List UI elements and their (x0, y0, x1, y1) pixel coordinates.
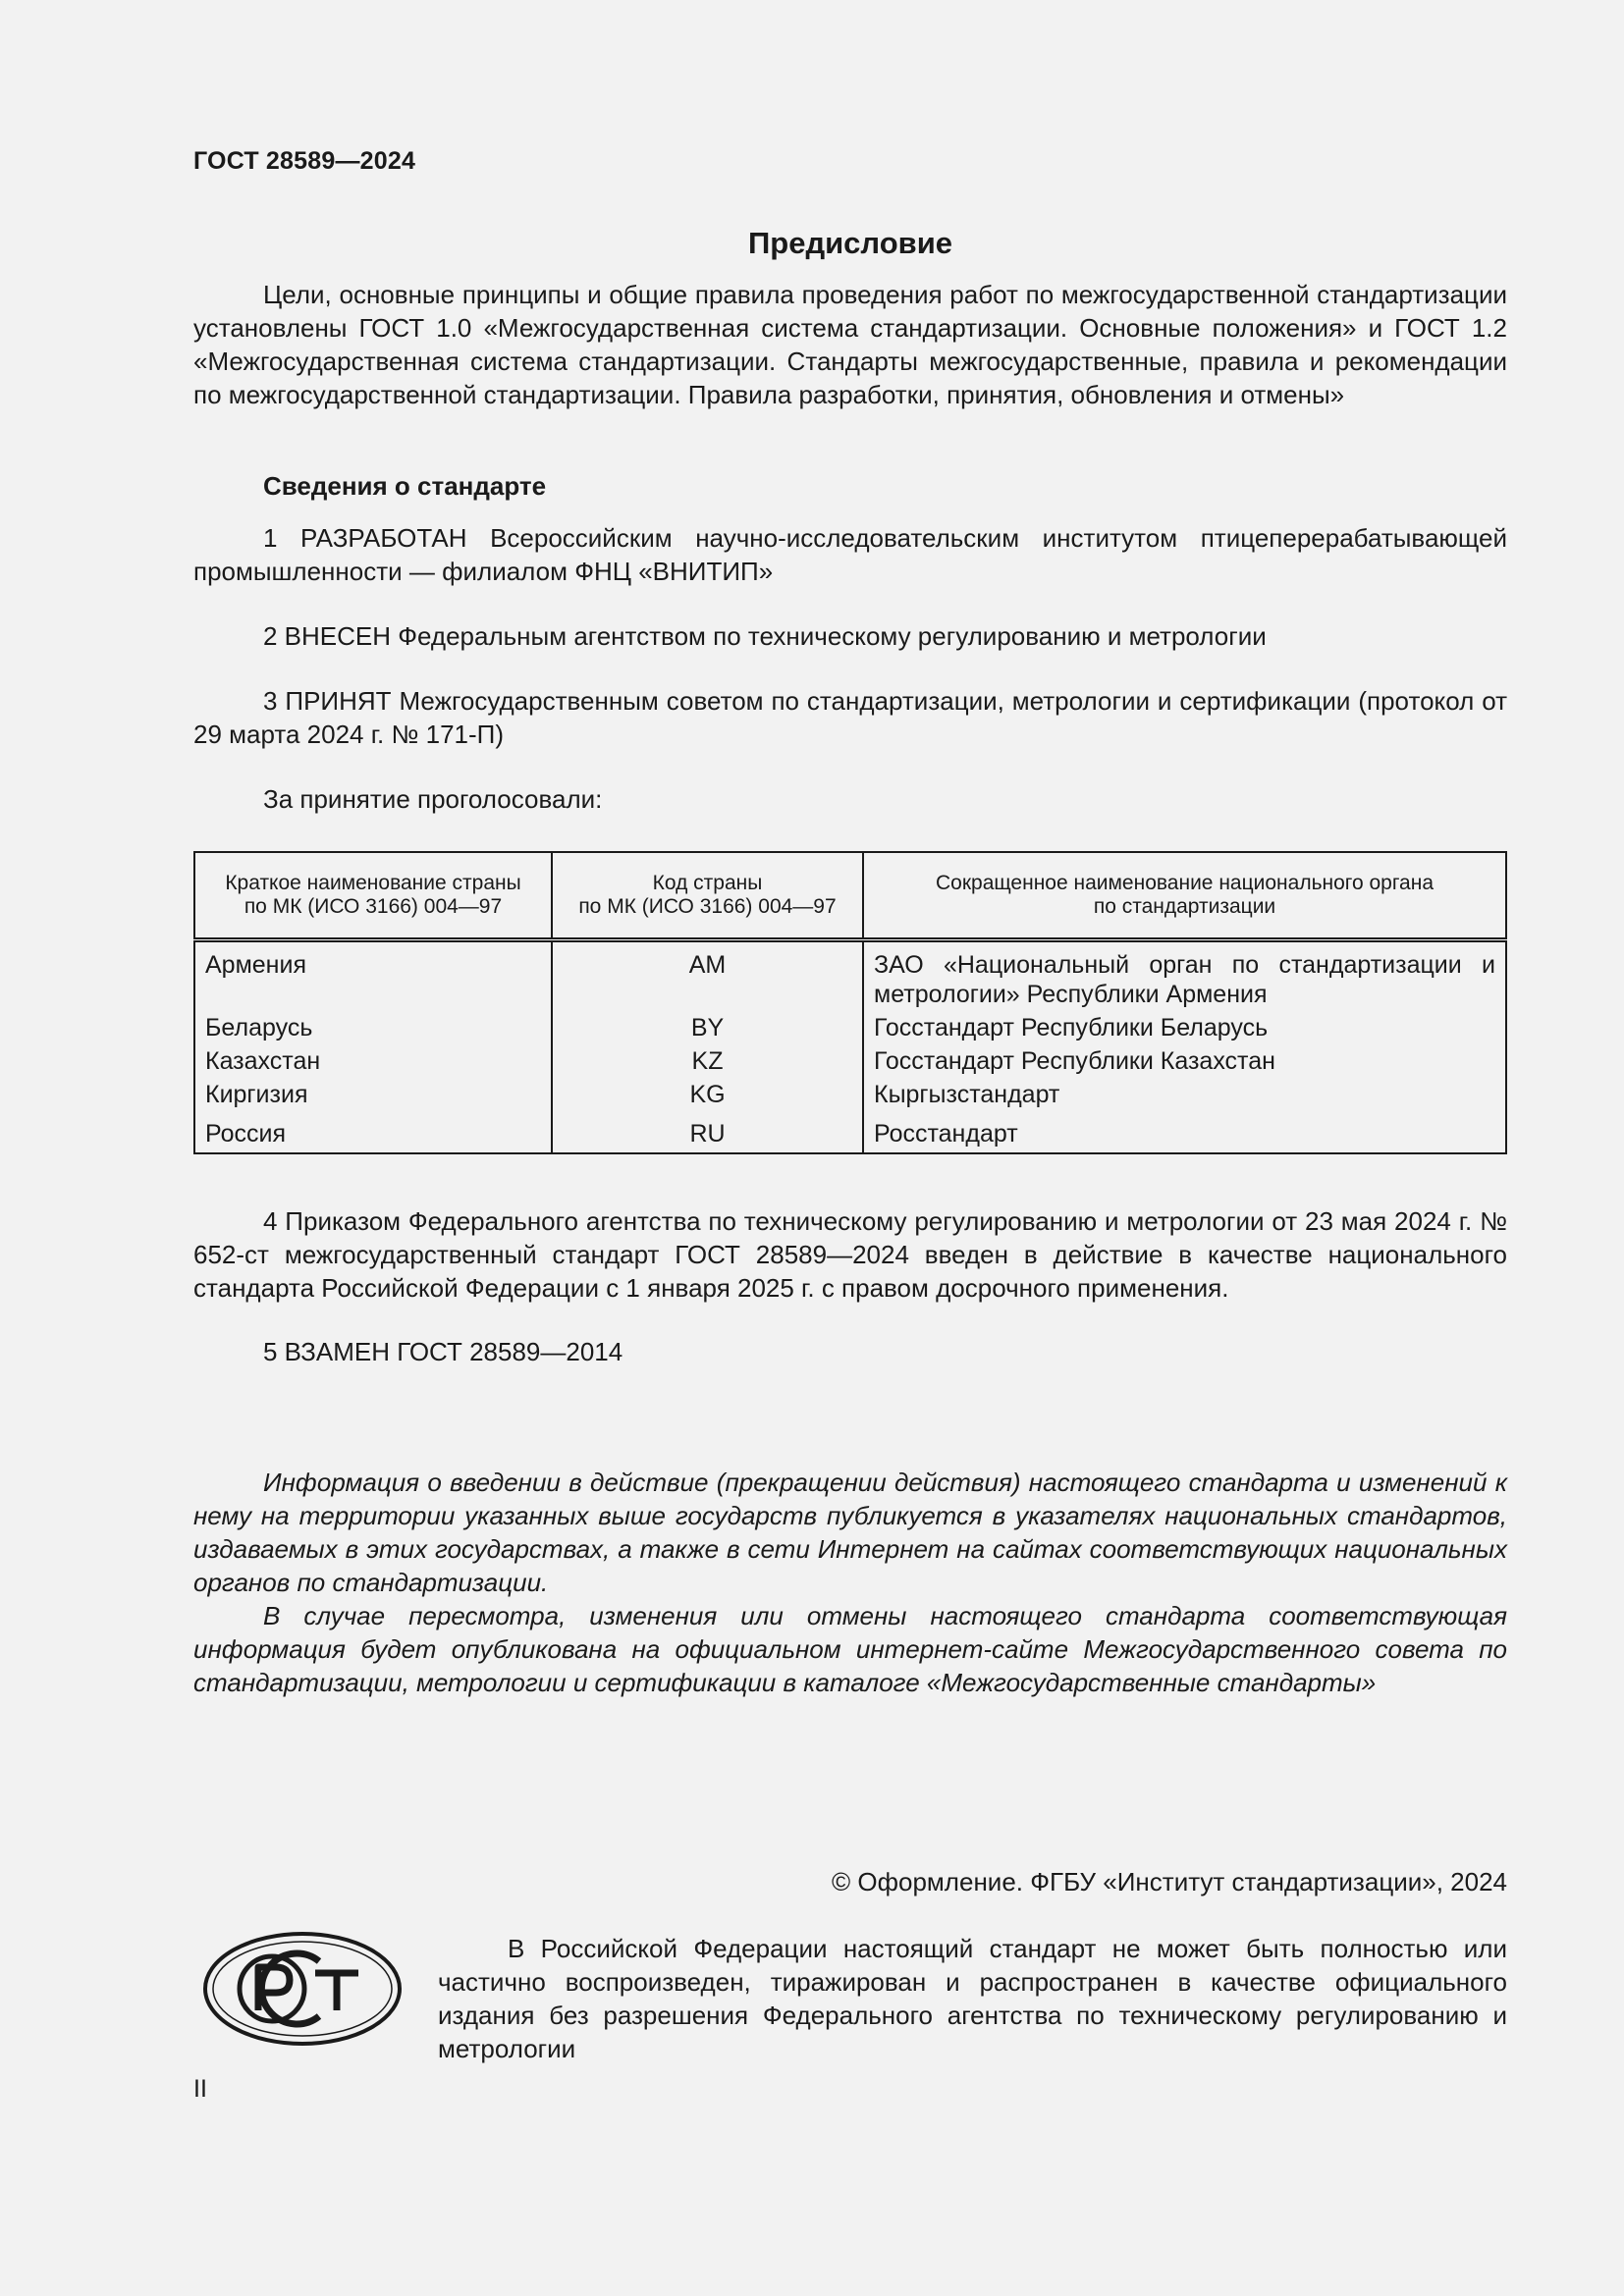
rst-certification-logo-icon (201, 1930, 404, 2048)
organ-cell: Росстандарт (874, 1120, 1018, 1148)
country-cell: Армения (194, 940, 552, 1012)
header-line: Код страны (652, 872, 763, 894)
code-cell: AM (552, 940, 863, 1012)
item-replaces: 5 ВЗАМЕН ГОСТ 28589—2014 (263, 1337, 623, 1366)
organ-cell: Госстандарт Республики Казахстан (874, 1047, 1275, 1075)
header-line: по МК (ИСО 3166) 004—97 (244, 895, 503, 918)
country-cell: Киргизия (194, 1078, 552, 1111)
copyright-line: © Оформление. ФГБУ «Институт стандартизации», 2024 (832, 1867, 1507, 1896)
rf-copyright-notice: В Российской Федерации настоящий стандарт не может быть полностью или частично воспроизведен, тиражирован и распространен в качестве официального издания без разрешения Федерального агентства по техническому регулированию и метрологии (438, 1934, 1507, 2063)
header-national-body (863, 852, 1506, 940)
table-row (194, 1111, 1506, 1153)
header-line: по МК (ИСО 3166) 004—97 (578, 895, 837, 918)
page-title: Предисловие (747, 226, 952, 260)
code-cell: KG (552, 1078, 863, 1111)
notice-revision: В случае пересмотра, изменения или отмены настоящего стандарта соответствующая информация будет опубликована на официальном интернет-сайте Межгосударственного совета по стандартизации, метрологии и сертификации в каталоге «Межгосударственные стандарты» (193, 1601, 1507, 1697)
voting-table (193, 851, 1507, 1154)
intro-paragraph: Цели, основные принципы и общие правила проведения работ по межгосударственной стандартизации установлены ГОСТ 1.0 «Межгосударственная система стандартизации. Основные положения» и ГОСТ 1.2 «Межгосударственная система стандартизации. Стандарты межгосударственные, правила и рекомендации по межгосударственной стандартизации. Правила разработки, принятия, обновления и отмены» (193, 280, 1507, 409)
item-enacted: 4 Приказом Федерального агентства по техническому регулированию и метрологии от 23 мая 2024 г. № 652-ст межгосударственный стандарт ГОСТ 28589—2024 введен в действие в качестве национального стандарта Российской Федерации с 1 января 2025 г. с правом досрочного применения. (193, 1206, 1507, 1303)
country-cell: Россия (194, 1111, 552, 1153)
table-row (194, 1078, 1506, 1111)
header-line: Краткое наименование страны (225, 872, 521, 894)
page-number: II (193, 2075, 207, 2103)
organ-cell: Госстандарт Республики Беларусь (874, 1014, 1269, 1041)
notice-publication: Информация о введении в действие (прекращении действия) настоящего стандарта и изменений к нему на территории указанных выше государств публикуется в указателях национальных стандартов, издаваемых в этих государствах, а также в сети Интернет на сайтах соответствующих национальных органов по стандартизации. (193, 1468, 1507, 1597)
header-country-name (194, 852, 552, 940)
item-developed: 1 РАЗРАБОТАН Всероссийским научно-исследовательским институтом птицеперерабатывающей промышленности — филиалом ФНЦ «ВНИТИП» (193, 523, 1507, 586)
header-line: по стандартизации (1093, 895, 1276, 918)
code-cell: BY (552, 1011, 863, 1044)
info-heading: Сведения о стандарте (263, 471, 547, 501)
header-country-code (552, 852, 863, 940)
organ-cell: Кыргызстандарт (874, 1081, 1060, 1108)
code-cell: KZ (552, 1044, 863, 1078)
standard-code: ГОСТ 28589—2024 (193, 147, 416, 175)
organ-cell: ЗАО «Национальный орган по стандартизации и метрологии» Республики Армения (874, 951, 1495, 1008)
country-cell: Казахстан (194, 1044, 552, 1078)
header-line: Сокращенное наименование национального органа (935, 872, 1435, 894)
code-cell: RU (552, 1111, 863, 1153)
table-header-row (194, 852, 1506, 940)
voted-label: За принятие проголосовали: (263, 784, 603, 814)
country-cell: Беларусь (194, 1011, 552, 1044)
table-row (194, 940, 1506, 1012)
item-submitted: 2 ВНЕСЕН Федеральным агентством по техническому регулированию и метрологии (263, 621, 1267, 651)
item-adopted: 3 ПРИНЯТ Межгосударственным советом по стандартизации, метрологии и сертификации (протокол от 29 марта 2024 г. № 171-П) (193, 686, 1507, 749)
table-row (194, 1011, 1506, 1044)
table-row (194, 1044, 1506, 1078)
